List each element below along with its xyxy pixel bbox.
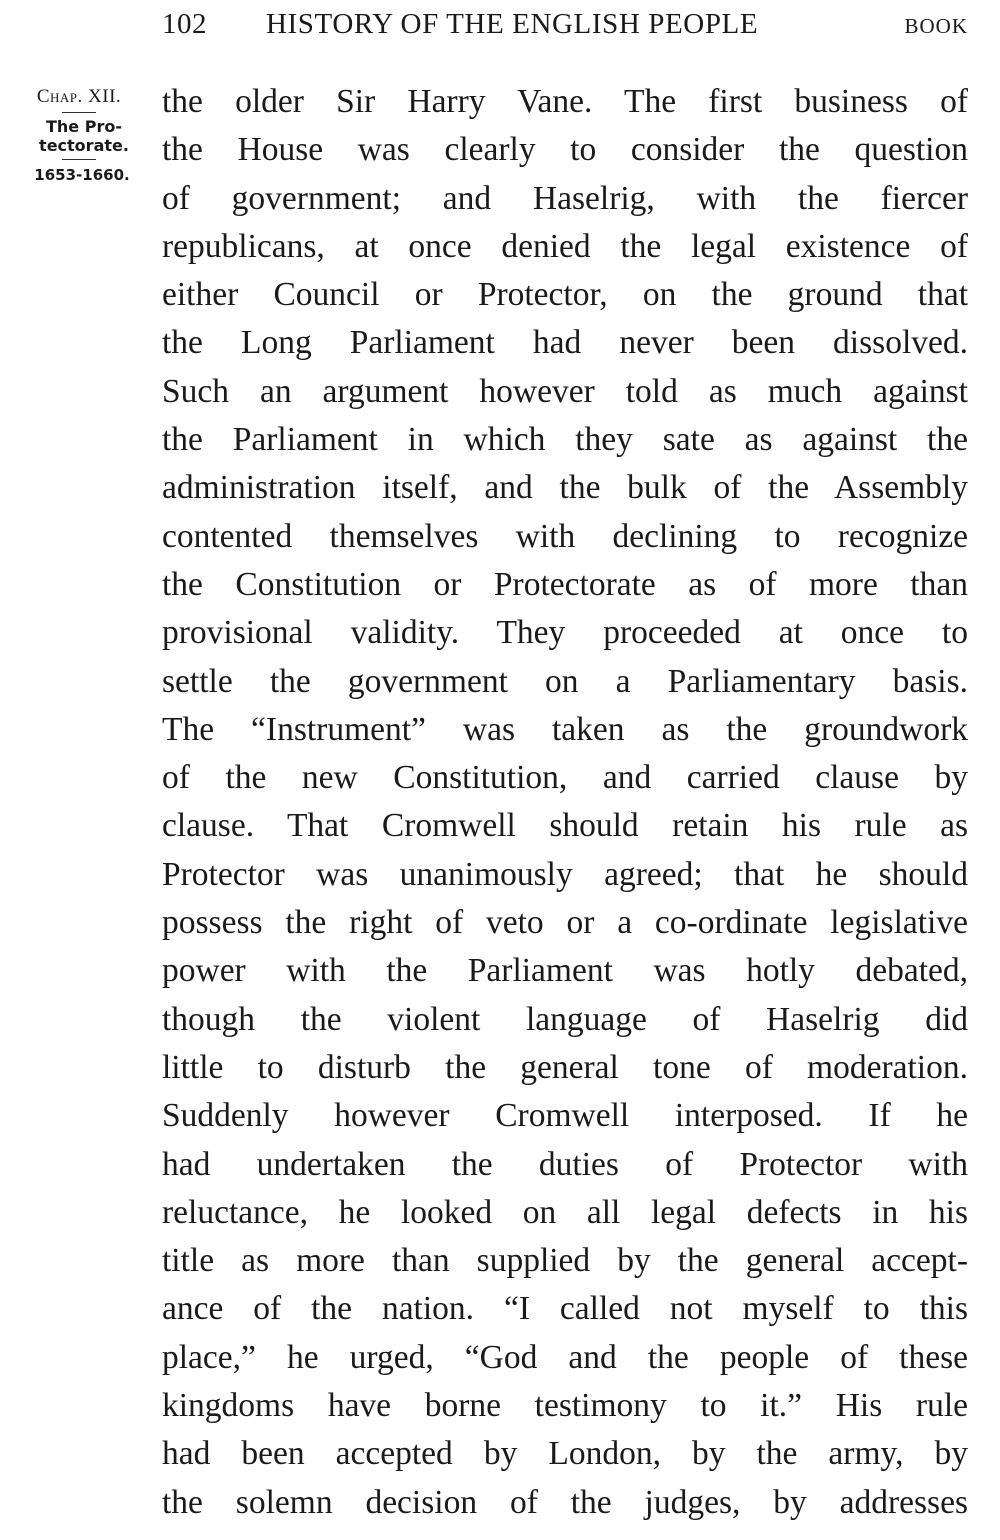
text-line: had been accepted by London, by the army, by <box>162 1435 968 1473</box>
text-line: the solemn decision of the judges, by addresses <box>162 1483 968 1521</box>
text-line: place,” he urged, “God and the people of these <box>162 1338 968 1376</box>
margin-note <box>10 86 148 184</box>
text-line: reluctance, he looked on all legal defects in his <box>162 1193 968 1231</box>
text-line: the Parliament in which they sate as against the <box>162 421 968 459</box>
text-line: possess the right of veto or a co-ordinate legislative <box>162 904 968 942</box>
text-line: administration itself, and the bulk of the Assembly <box>162 469 968 507</box>
date-range: 1653-1660. <box>34 166 130 184</box>
running-book-label: BOOK <box>904 14 968 38</box>
running-head <box>162 8 968 48</box>
text-line: kingdoms have borne testimony to it.” His rule <box>162 1387 968 1425</box>
text-line: contented themselves with declining to recognize <box>162 517 968 555</box>
text-line: settle the government on a Parliamentary basis. <box>162 662 968 700</box>
text-line: the Constitution or Protectorate as of more than <box>162 565 968 603</box>
topic-line-1: The Pro- <box>46 117 122 136</box>
text-line: provisional validity. They proceeded at once to <box>162 614 968 652</box>
chapter-label: Chap. XII. <box>36 86 122 107</box>
topic-line-2: tectorate. <box>39 136 129 155</box>
text-line: of the new Constitution, and carried clause by <box>162 759 968 797</box>
text-line: the older Sir Harry Vane. The first business of <box>162 83 968 120</box>
text-line: Protector was unanimously agreed; that he should <box>162 855 968 893</box>
text-line: of government; and Haselrig, with the fiercer <box>162 179 968 217</box>
text-line: either Council or Protector, on the ground that <box>162 276 968 314</box>
margin-rule <box>62 159 96 160</box>
margin-rule <box>62 112 96 113</box>
text-line: little to disturb the general tone of moderation. <box>162 1048 968 1086</box>
text-line: title as more than supplied by the general accept- <box>162 1242 968 1280</box>
text-line: Suddenly however Cromwell interposed. If he <box>162 1097 968 1135</box>
text-line: the Long Parliament had never been dissolved. <box>162 324 968 362</box>
page-number: 102 <box>162 8 207 40</box>
text-line: the House was clearly to consider the question <box>162 131 968 169</box>
text-line: clause. That Cromwell should retain his rule as <box>162 807 968 845</box>
text-line: ance of the nation. “I called not myself to this <box>162 1290 968 1328</box>
text-line: republicans, at once denied the legal existence of <box>162 227 968 265</box>
text-line: had undertaken the duties of Protector with <box>162 1145 968 1183</box>
body-text <box>162 78 968 1527</box>
text-line: Such an argument however told as much against <box>162 372 968 410</box>
running-title: HISTORY OF THE ENGLISH PEOPLE <box>266 8 759 40</box>
text-line: power with the Parliament was hotly debated, <box>162 952 968 990</box>
text-line: though the violent language of Haselrig did <box>162 1000 968 1038</box>
text-line: The “Instrument” was taken as the groundwork <box>162 710 968 748</box>
